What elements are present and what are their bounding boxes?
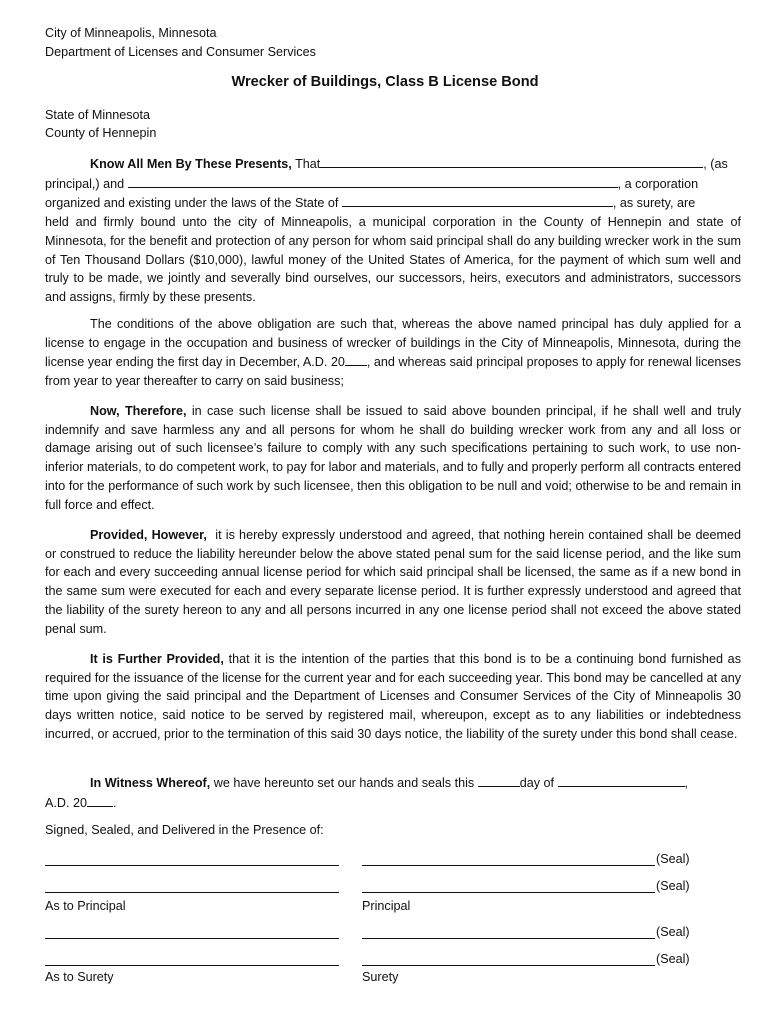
month-blank[interactable] <box>558 773 685 787</box>
seal-label-2: (Seal) <box>656 879 690 893</box>
witness-signature-line-4[interactable] <box>45 965 339 966</box>
text-a-corporation: , a corporation <box>617 176 699 191</box>
as-to-surety-label: As to Surety <box>45 970 114 984</box>
lead-provided-however: Provided, However, <box>90 528 207 542</box>
witness-signature-line-3[interactable] <box>45 938 339 939</box>
lead-know-all-men: Know All Men By These Presents, <box>90 157 292 171</box>
principal-signature-line-2[interactable] <box>362 892 655 893</box>
principal-name-blank[interactable] <box>320 154 703 168</box>
text-renewal: , and whereas said principal proposes to apply for renewal licenses from year to year thereafter to carry on said business; <box>45 355 741 389</box>
text-period: . <box>113 795 117 810</box>
text-ad: A.D. 20 <box>45 795 87 810</box>
text-day-of: day of <box>519 776 558 790</box>
day-blank[interactable] <box>478 773 520 787</box>
text-provided-however: it is hereby expressly understood and agreed, that nothing herein contained shall be deemed or construed to reduce the liability hereunder below the above stated penal sum for the said license period, and the like sum for each and every succeeding annual license period for which said principal shall be licensed, the same as if a new bond in the same sum were executed for each and every separate license period. It is further expressly understood and agreed that the liability of the surety hereon to any and all persons incurred in any one license period shall not exceed the above stated penal sum. <box>45 528 745 636</box>
witness-signature-line-1[interactable] <box>45 865 339 866</box>
venue-state: State of Minnesota <box>45 108 151 122</box>
lead-witness-whereof: In Witness Whereof, <box>90 776 211 790</box>
witness-signature-line-2[interactable] <box>45 892 339 893</box>
paragraph-parties <box>45 154 741 307</box>
principal-signature-line-1[interactable] <box>362 865 655 866</box>
lead-further-provided: It is Further Provided, <box>90 652 224 666</box>
seal-label-3: (Seal) <box>656 925 690 939</box>
header-department: Department of Licenses and Consumer Services <box>45 45 316 59</box>
state-blank[interactable] <box>342 193 613 207</box>
text-now-therefore: in case such license shall be issued to said above bounden principal, if he shall well and truly indemnify and save harmless any and all persons for whom he shall do building wrecker work from any and all loss or damage arising out of such licensee’s failure to comply with any such specifications pertaining to such work, to use non-inferior materials, to do competent work, to pay for labor and materials, and to fully and properly perform all contracts entered into for the performance of such work by such licensee, then this obligation to be null and void; otherwise to be and remain in full force and effect. <box>45 404 741 512</box>
text-hereunto: we have hereunto set our hands and seals this <box>210 776 478 790</box>
principal-label: Principal <box>362 899 411 913</box>
text-as-surety: , as surety, are <box>612 196 696 211</box>
seal-label-1: (Seal) <box>656 852 690 866</box>
surety-name-blank[interactable] <box>128 174 618 188</box>
text-bound-unto: held and firmly bound unto the city of Minneapolis, a municipal corporation in the County of Hennepin and state of Minnesota, for the benefit and protection of any person for whom said principal shall do any building wrecker work in the sum of Ten Thousand Dollars ($10,000), lawful money of the United States of America, for the payment of which sum well and truly to be made, we jointly and severally bind ourselves, our successors, heirs, executors and administrators, successors and assigns, firmly by these presents. <box>45 215 741 304</box>
page-title: Wrecker of Buildings, Class B License Bond <box>231 74 539 90</box>
paragraph-now-therefore <box>45 402 741 514</box>
text-that: That <box>291 157 321 171</box>
lead-now-therefore: Now, Therefore, <box>90 404 187 418</box>
venue-county: County of Hennepin <box>45 126 157 140</box>
surety-signature-line-1[interactable] <box>362 938 655 939</box>
signed-sealed-delivered: Signed, Sealed, and Delivered in the Presence of: <box>45 823 324 837</box>
surety-label: Surety <box>362 970 399 984</box>
text-organized: organized and existing under the laws of the State of <box>45 196 342 211</box>
surety-signature-line-2[interactable] <box>362 965 655 966</box>
text-as: , (as <box>703 157 728 171</box>
text-principal-and: principal,) and <box>45 176 128 191</box>
paragraph-further-provided <box>45 650 741 744</box>
text-comma: , <box>684 776 689 790</box>
year-blank[interactable] <box>87 793 113 807</box>
seal-label-4: (Seal) <box>656 952 690 966</box>
paragraph-conditions <box>45 315 741 391</box>
header-city: City of Minneapolis, Minnesota <box>45 26 217 40</box>
text-conditions: The conditions of the above obligation are such that, whereas the above named principal has duly applied for a license to engage in the occupation and business of wrecker of buildings in the City of Minneapolis, Minnesota, during the license year ending the first day in December, A.D. 20 <box>45 317 741 370</box>
text-further-provided: that it is the intention of the parties that this bond is to be a continuing bond furnished as required for the issuance of the license for the current year and for each succeeding year. This bond may be cancelled at any time upon giving the said principal and the Department of Licenses and Consumer Services of the City of Minneapolis 30 days written notice, said notice to be served by registered mail, whereupon, except as to any liabilities or indebtedness incurred, or accrued, prior to the termination of this said 30 days notice, the liability of the surety under this bond shall cease. <box>45 652 741 741</box>
license-year-blank[interactable] <box>345 352 367 366</box>
paragraph-witness <box>45 773 741 812</box>
as-to-principal-label: As to Principal <box>45 899 126 913</box>
paragraph-provided-however <box>45 526 745 638</box>
